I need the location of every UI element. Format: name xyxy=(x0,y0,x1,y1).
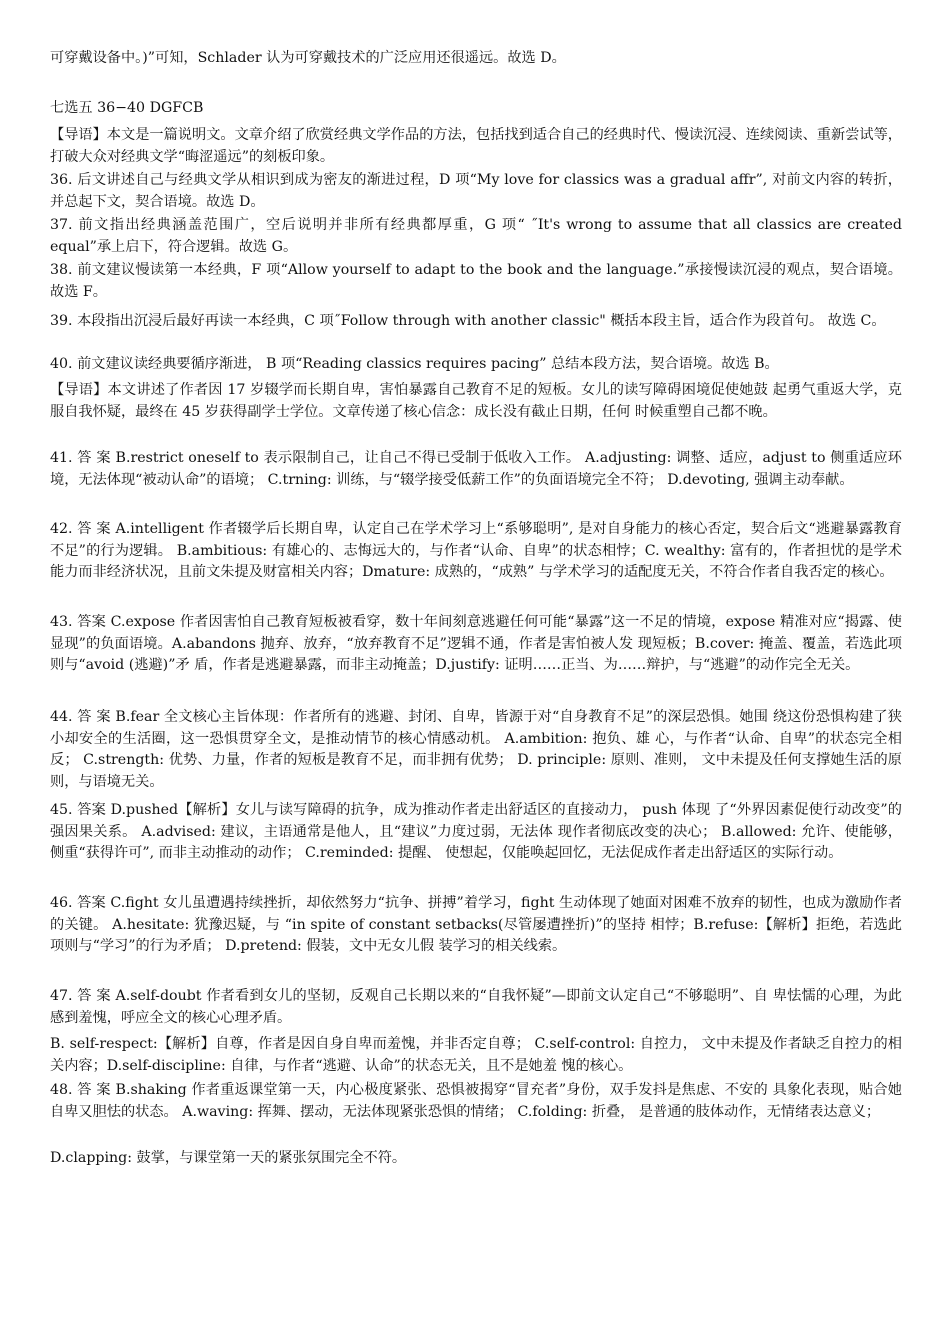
paragraph-q48-option-d: D.clapping: 鼓掌，与课堂第一天的紧张氛围完全不符。 xyxy=(50,1150,407,1166)
paragraph-q36: 36. 后文讲述自己与经典文学从相识到成为密友的渐进过程，D 项“My love for classics was a gradual affr”, 对前文内容的转折，并总起下文，契合语境。故选 D。 xyxy=(50,172,902,210)
paragraph-q45: 45. 答案 D.pushed【解析】女儿与读写障碍的抗争，成为推动作者走出舒适区的直接动力， push 体现 了“外界因素促使行动改变”的强因果关系。 A.advised: 建议，主语通常是他人，且“建议”力度过弱，无法体 现作者彻底改变的决心； B.allowed: 允许、使能够，侧重“获得许可”, 而非主动推动的动作； C.reminded: 提醒、 使想起，仅能唤起回忆，无法促成作者走出舒适区的实际行动。 xyxy=(50,802,902,861)
paragraph-q41: 41. 答 案 B.restrict oneself to 表示限制自己，让自己不得已受制于低收入工作。 A.adjusting: 调整、适应，adjust to 侧重适应环境，无法体现“被动认命”的语境； C.trning: 训练，与“辍学接受低薪工作”的负面语境完全不符； D.devoting, 强调主动奉献。 xyxy=(50,450,902,488)
paragraph-q35-conclusion: 可穿戴设备中。)”可知，Schlader 认为可穿戴技术的广泛应用还很遥远。故选 D。 xyxy=(50,50,566,66)
paragraph-q40: 40. 前文建议读经典要循序渐进， B 项“Reading classics requires pacing” 总结本段方法，契合语境。故选 B。 xyxy=(50,356,779,372)
paragraph-q46: 46. 答案 C.fight 女儿虽遭遇持续挫折，却依然努力“抗争、拼搏”着学习，fight 生动体现了她面对困难不放弃的韧性，也成为激励作者的关键。 A.hesitate: 犹豫迟疑，与 “in spite of constant setbacks(尽管屡遭挫折)”的坚持 相悖；B.refuse:【解析】拒绝，若选此项则与“学习”的行为矛盾； D.pretend: 假装，文中无女儿假 装学习的相关线索。 xyxy=(50,895,902,954)
paragraph-q44: 44. 答 案 B.fear 全文核心主旨体现：作者所有的逃避、封闭、自卑，皆源于对“自身教育不足”的深层恐惧。她围 绕这份恐惧构建了狭小却安全的生活圈，这一恐惧贯穿全文，是推动情节的核心情感动机。 A.ambition: 抱负、雄 心，与作者“认命、自卑”的状态完全相反； C.strength: 优势、力量，作者的短板是教育不足，而非拥有优势； D. principle: 原则、准则， 文中未提及任何支撑她生活的原则，与语境无关。 xyxy=(50,709,902,790)
paragraph-q47: 47. 答 案 A.self-doubt 作者看到女儿的坚韧，反观自己长期以来的“自我怀疑”—即前文认定自己“不够聪明”、自 卑怯懦的心理，为此感到羞愧，呼应全文的核心心理矛盾。 xyxy=(50,988,902,1026)
section-heading-seven-choose-five: 七选五 36−40 DGFCB xyxy=(50,100,204,116)
paragraph-q39: 39. 本段指出沉浸后最好再读一本经典，C 项˝Follow through with another classic" 概括本段主旨，适合作为段首句。 故选 C。 xyxy=(50,313,886,329)
paragraph-q43: 43. 答案 C.expose 作者因害怕自己教育短板被看穿，数十年间刻意逃避任何可能“暴露”这一不足的情境，expose 精准对应“揭露、使显现”的负面语境。A.abandons 抛弃、放弃，“放弃教育不足”逻辑不通，作者是害怕被人发 现短板；B.cover: 掩盖、覆盖，若选此项则与“avoid (逃避)”矛 盾，作者是逃避暴露，而非主动掩盖；D.justify: 证明……正当、为……辩护，与“逃避”的动作完全无关。 xyxy=(50,614,902,673)
paragraph-q38: 38. 前文建议慢读第一本经典，F 项“Allow yourself to adapt to the book and the language.”承接慢读沉浸的观点，契合语境。故选 F。 xyxy=(50,262,902,300)
paragraph-intro-passage-1: 【导语】本文是一篇说明文。文章介绍了欣赏经典文学作品的方法，包括找到适合自己的经典时代、慢读沉浸、连续阅读、重新尝试等，打破大众对经典文学“晦涩遥远”的刻板印象。 xyxy=(50,127,902,165)
paragraph-q42: 42. 答 案 A.intelligent 作者辍学后长期自卑，认定自己在学术学习上“系够聪明”, 是对自身能力的核心否定，契合后文“逃避暴露教育不足”的行为逻辑。 B.ambitious: 有雄心的、志悔远大的，与作者“认命、自卑”的状态相悖；C. wealthy: 富有的，作者担忧的是学术能力而非经济状况，且前文朱提及财富相关内容；Dmature: 成熟的，“成熟” 与学术学习的适配度无关，不符合作者自我否定的核心。 xyxy=(50,521,902,580)
paragraph-q47-options: B. self-respect:【解析】自尊，作者是因自身自卑而羞愧，并非否定自尊； C.self-control: 自控力， 文中未提及作者缺乏自控力的相关内容；D.self-discipline: 自律，与作者“逃避、认命”的状态无关，且不是她羞 愧的核心。 xyxy=(50,1036,902,1074)
paragraph-intro-passage-2: 【导语】本文讲述了作者因 17 岁辍学而长期自卑，害怕暴露自己教育不足的短板。女儿的读写障碍困境促使她鼓 起勇气重返大学，克服自我怀疑，最终在 45 岁获得副学士学位。文章传递了核心信念：成长没有截止日期，任何 时候重塑自己都不晚。 xyxy=(50,382,902,420)
paragraph-q37: 37. 前文指出经典涵盖范围广，空后说明并非所有经典都厚重，G 项“ ˝It's wrong to assume that all classics are created equal”承上启下，符合逻辑。故选 G。 xyxy=(50,217,902,255)
paragraph-q48: 48. 答 案 B.shaking 作者重返课堂第一天，内心极度紧张、恐惧被揭穿“冒充者”身份，双手发抖是焦虑、不安的 具象化表现，贴合她自卑又胆怯的状态。 A.waving: 挥舞、摆动，无法体现紧张恐惧的情绪； C.folding: 折叠， 是普通的肢体动作，无情绪表达意义； xyxy=(50,1082,902,1120)
